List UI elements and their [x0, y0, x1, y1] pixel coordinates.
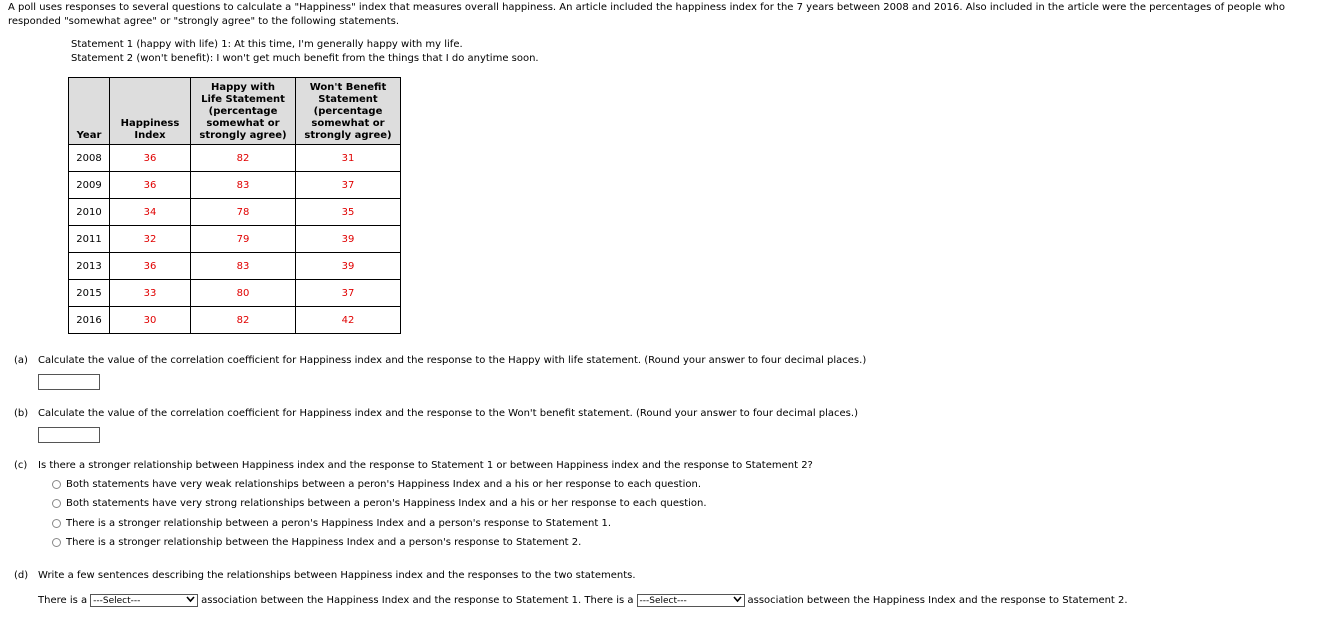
cell-happy: 82	[191, 307, 296, 334]
answer-b-input[interactable]	[38, 427, 100, 443]
question-b-label: (b)	[14, 408, 29, 419]
cell-happy: 79	[191, 226, 296, 253]
question-c-label: (c)	[14, 460, 28, 471]
question-b	[14, 408, 858, 419]
cell-year: 2013	[69, 253, 110, 280]
cell-year: 2009	[69, 172, 110, 199]
question-d-text: Write a few sentences describing the relationships between Happiness index and the responses to the two statements.	[38, 570, 636, 581]
radio-button[interactable]	[52, 480, 61, 489]
table-row	[69, 280, 401, 307]
cell-wont: 35	[296, 199, 401, 226]
table-row	[69, 307, 401, 334]
question-d	[14, 570, 636, 581]
problem-intro: A poll uses responses to several questions to calculate a "Happiness" index that measures overall happiness. An article included the happiness index for the 7 years between 2008 and 2016. Also included in the article were the percentages of people who responded "somewhat agree" or "strongly agree" to the following statements.	[8, 2, 1286, 27]
answer-d-line: There is a ---Select--- association between the Happiness Index and the response to Statement 1. There is a ---Select--- association between the Happiness Index and the response to Statement 2.	[38, 595, 1128, 606]
cell-happy: 80	[191, 280, 296, 307]
cell-wont: 31	[296, 145, 401, 172]
header-happy-with-life: Happy with Life Statement (percentage somewhat or strongly agree)	[191, 78, 296, 145]
cell-wont: 39	[296, 253, 401, 280]
cell-year: 2015	[69, 280, 110, 307]
cell-happiness-index: 36	[110, 172, 191, 199]
question-a-label: (a)	[14, 355, 28, 366]
cell-wont: 42	[296, 307, 401, 334]
cell-year: 2016	[69, 307, 110, 334]
question-c	[14, 460, 813, 471]
cell-happy: 83	[191, 253, 296, 280]
table-row	[69, 199, 401, 226]
question-d-label: (d)	[14, 570, 29, 581]
cell-happy: 78	[191, 199, 296, 226]
question-c-text: Is there a stronger relationship between Happiness index and the response to Statement 1 or between Happiness index and the response to Statement 2?	[38, 460, 813, 471]
association-select-2[interactable]: ---Select---	[637, 594, 745, 607]
cell-happiness-index: 34	[110, 199, 191, 226]
option-c-3[interactable]: There is a stronger relationship between a peron's Happiness Index and a person's response to Statement 1.	[52, 518, 611, 529]
cell-happiness-index: 36	[110, 145, 191, 172]
cell-year: 2011	[69, 226, 110, 253]
answer-a-input[interactable]	[38, 374, 100, 390]
table-row	[69, 172, 401, 199]
data-table	[68, 77, 401, 334]
question-b-text: Calculate the value of the correlation coefficient for Happiness index and the response to the Won't benefit statement. (Round your answer to four decimal places.)	[38, 408, 858, 419]
option-c-2[interactable]: Both statements have very strong relationships between a peron's Happiness Index and a his or her response to each question.	[52, 498, 707, 509]
cell-happy: 82	[191, 145, 296, 172]
cell-happiness-index: 32	[110, 226, 191, 253]
question-a	[14, 355, 866, 366]
cell-happiness-index: 36	[110, 253, 191, 280]
cell-year: 2008	[69, 145, 110, 172]
header-year: Year	[69, 78, 110, 145]
statements	[71, 38, 539, 66]
association-select-1[interactable]: ---Select---	[90, 594, 198, 607]
header-wont-benefit: Won't Benefit Statement (percentage somewhat or strongly agree)	[296, 78, 401, 145]
question-a-text: Calculate the value of the correlation coefficient for Happiness index and the response to the Happy with life statement. (Round your answer to four decimal places.)	[38, 355, 867, 366]
chevron-down-icon	[733, 596, 742, 606]
option-c-4[interactable]: There is a stronger relationship between the Happiness Index and a person's response to Statement 2.	[52, 537, 581, 548]
cell-wont: 37	[296, 172, 401, 199]
cell-wont: 39	[296, 226, 401, 253]
chevron-down-icon	[186, 596, 195, 606]
option-c-1[interactable]: Both statements have very weak relationships between a peron's Happiness Index and a his or her response to each question.	[52, 479, 701, 490]
cell-happy: 83	[191, 172, 296, 199]
cell-year: 2010	[69, 199, 110, 226]
cell-happiness-index: 33	[110, 280, 191, 307]
table-row	[69, 226, 401, 253]
statement-2: Statement 2 (won't benefit): I won't get much benefit from the things that I do anytime soon.	[71, 53, 539, 64]
statement-1: Statement 1 (happy with life) 1: At this time, I'm generally happy with my life.	[71, 39, 463, 50]
radio-button[interactable]	[52, 519, 61, 528]
radio-button[interactable]	[52, 499, 61, 508]
table-row	[69, 145, 401, 172]
cell-happiness-index: 30	[110, 307, 191, 334]
header-happiness-index: Happiness Index	[110, 78, 191, 145]
table-row	[69, 253, 401, 280]
cell-wont: 37	[296, 280, 401, 307]
radio-button[interactable]	[52, 538, 61, 547]
